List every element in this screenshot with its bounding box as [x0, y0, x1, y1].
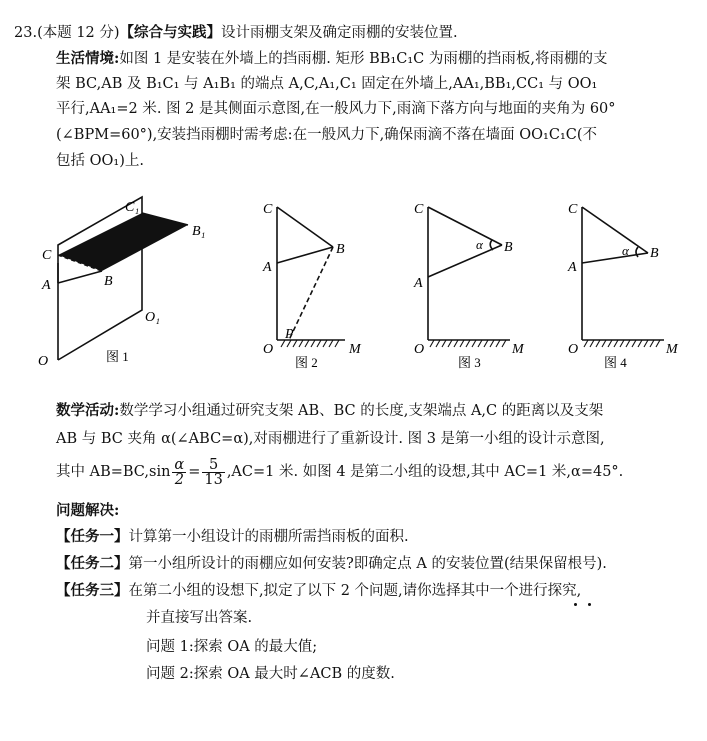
task-3-tag: 【任务三】	[56, 582, 129, 599]
fig2-label-a: A	[263, 260, 272, 275]
fig1-label-b1: B₁	[192, 224, 206, 239]
fig3-label-a: A	[414, 276, 423, 291]
fig1-label-o: O	[38, 354, 49, 369]
task-2-text: 第一小组所设计的雨棚应如何安装?即确定点 A 的安装位置(结果保留根号).	[128, 556, 607, 572]
fig2-label-m: M	[349, 342, 361, 357]
figure-3	[400, 195, 530, 375]
fraction-alpha-denominator: 2	[174, 471, 184, 488]
fig2-label-p: P	[285, 327, 294, 342]
sin-label: sin	[149, 464, 171, 480]
figure-4	[560, 195, 695, 375]
question-header	[14, 22, 458, 44]
task-1-tag: 【任务一】	[56, 528, 129, 545]
context-line-4: (∠BPM=60°),安装挡雨棚时需考虑:在一般风力下,确保雨滴不落在墙面 OO₁C₁C(不	[56, 127, 598, 143]
equals-sign: =	[188, 464, 201, 480]
task-3	[56, 580, 581, 602]
fig1-label-a: A	[42, 278, 51, 293]
emphasis-dot	[574, 603, 577, 606]
task-3-text-1: 在第二小组的设想下,拟定了以下 2 个问题,请你选择其中一个进行探究,	[128, 583, 582, 599]
fraction-alpha-over-2	[172, 458, 186, 487]
question-score: (本题 12 分)	[37, 25, 120, 41]
fraction-alpha-numerator: α	[174, 456, 185, 473]
fig1-label-o1: O₁	[145, 310, 160, 325]
activity-line-1	[56, 400, 603, 422]
figure-1	[30, 185, 220, 375]
fig1-caption: 图 1	[106, 349, 129, 364]
fig2-label-b: B	[336, 242, 345, 257]
question-tag: 【综合与实践】	[119, 24, 222, 41]
fig2-caption: 图 2	[295, 355, 318, 370]
task-3-text-2: 并直接写出答案.	[146, 610, 253, 626]
activity-text-3-pre: 其中 AB=BC,	[56, 464, 149, 480]
activity-label: 数学活动:	[56, 402, 120, 419]
fraction-5-numerator: 5	[202, 458, 224, 473]
fig2-label-o: O	[263, 342, 274, 357]
fig4-label-o: O	[568, 342, 579, 357]
fig4-label-alpha: α	[622, 243, 629, 258]
task-1-text: 计算第一小组设计的雨棚所需挡雨板的面积.	[128, 529, 409, 545]
fig1-label-c1: C₁	[125, 200, 140, 215]
fig2-label-c: C	[263, 202, 273, 217]
context-text-1: 如图 1 是安装在外墙上的挡雨棚. 矩形 BB₁C₁C 为雨棚的挡雨板,将雨棚的支	[119, 51, 608, 67]
fig4-label-b: B	[650, 246, 659, 261]
task-2	[56, 553, 607, 575]
fig3-label-alpha: α	[476, 237, 483, 252]
context-line-2: 架 BC,AB 及 B₁C₁ 与 A₁B₁ 的端点 A,C,A₁,C₁ 固定在外墙上,AA₁,BB₁,CC₁ 与 OO₁	[56, 76, 598, 92]
fig1-label-c: C	[42, 248, 52, 263]
task-1	[56, 526, 409, 548]
activity-line-2: AB 与 BC 夹角 α(∠ABC=α),对雨棚进行了重新设计. 图 3 是第一小组的设计示意图,	[56, 431, 605, 447]
fraction-13-denominator: 13	[204, 471, 223, 488]
figure-2	[255, 195, 375, 375]
fig4-label-c: C	[568, 202, 578, 217]
context-line-5: 包括 OO₁)上.	[56, 153, 144, 169]
context-label: 生活情境:	[56, 50, 120, 67]
question-2: 问题 2:探索 OA 最大时∠ACB 的度数.	[146, 666, 395, 682]
question-number: 23.	[14, 25, 38, 41]
fraction-5-over-13	[202, 458, 224, 487]
task-2-tag: 【任务二】	[56, 555, 129, 572]
fig4-label-a: A	[568, 260, 577, 275]
emphasis-dot	[588, 603, 591, 606]
fig3-label-b: B	[504, 240, 513, 255]
activity-text-3-post: ,AC=1 米. 如图 4 是第二小组的设想,其中 AC=1 米,α=45°.	[226, 464, 624, 480]
fig3-label-m: M	[512, 342, 524, 357]
context-line-3: 平行,AA₁=2 米. 图 2 是其侧面示意图,在一般风力下,雨滴下落方向与地面的夹角为 60°	[56, 101, 616, 117]
fig3-caption: 图 3	[458, 355, 481, 370]
context-line-1	[56, 48, 607, 70]
fig3-label-o: O	[414, 342, 425, 357]
question-1: 问题 1:探索 OA 的最大值;	[146, 639, 318, 655]
fig3-label-c: C	[414, 202, 424, 217]
activity-text-1: 数学学习小组通过研究支架 AB、BC 的长度,支架端点 A,C 的距离以及支架	[119, 403, 604, 419]
fig1-label-b: B	[104, 274, 113, 289]
fig4-caption: 图 4	[604, 355, 627, 370]
solve-label: 问题解决:	[56, 502, 120, 519]
activity-line-3	[56, 452, 623, 492]
question-title: 设计雨棚支架及确定雨棚的安装位置.	[221, 25, 458, 41]
fig4-label-m: M	[666, 342, 678, 357]
